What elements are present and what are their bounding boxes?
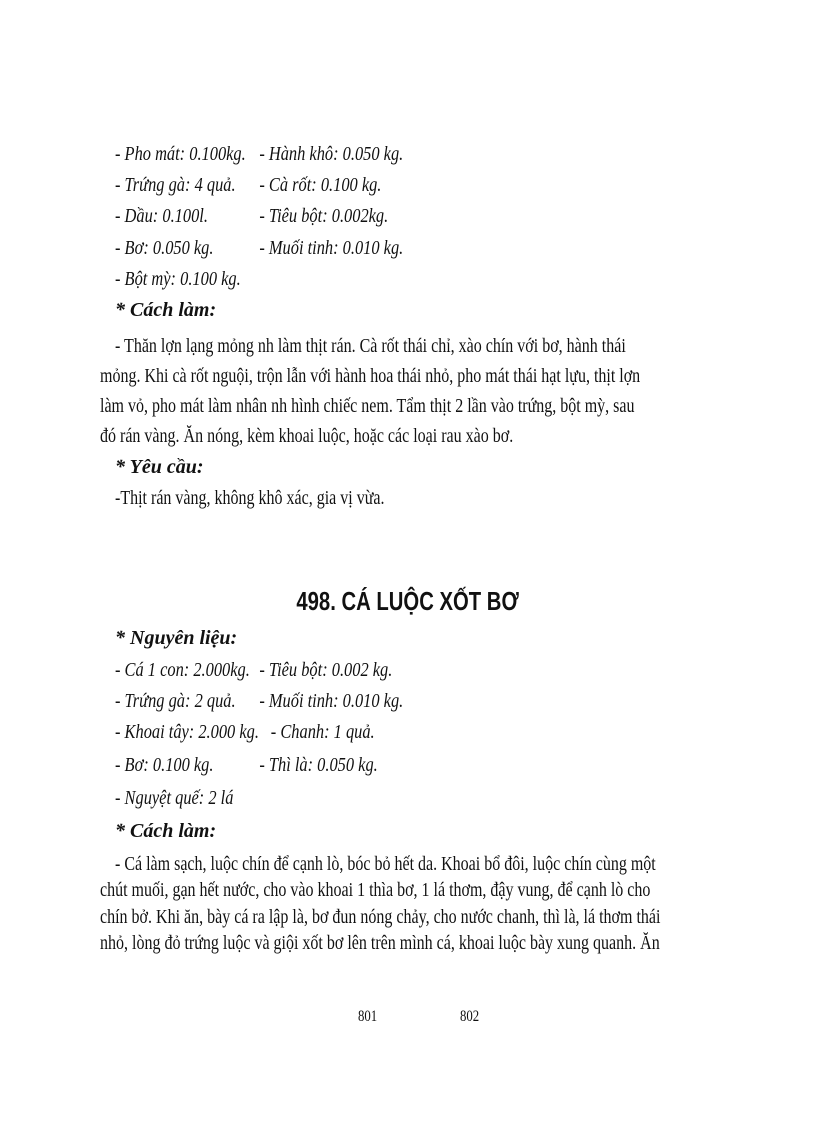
ingredient-left: - Bột mỳ: 0.100 kg. [115, 268, 241, 290]
ingredients-heading: * Nguyên liệu: [115, 627, 238, 649]
recipe-title [0, 586, 816, 616]
ingredient-left: - Bơ: 0.100 kg. [115, 754, 214, 776]
ingredient-row [115, 786, 233, 810]
ingredient-row [115, 689, 404, 713]
ingredient-left: - Dầu: 0.100l. [115, 205, 208, 227]
method-heading: * Cách làm: [115, 299, 217, 321]
requirement-heading: * Yêu cầu: [115, 456, 204, 478]
paragraph-line: mỏng. Khi cà rốt nguội, trộn lẫn với hành hoa thái nhỏ, pho mát thái hạt lựu, thịt lợn [100, 365, 641, 387]
ingredient-row [115, 204, 389, 228]
ingredient-right: - Hành khô: 0.050 kg. [259, 143, 404, 165]
ingredient-left: - Nguyệt quế: 2 lá [115, 787, 234, 809]
ingredient-left: - Khoai tây: 2.000 kg. [115, 721, 259, 743]
page-number-right: 802 [460, 1008, 480, 1025]
ingredient-right: - Chanh: 1 quả. [270, 721, 375, 743]
ingredient-right: - Thì là: 0.050 kg. [259, 754, 378, 776]
ingredient-right: - Muối tinh: 0.010 kg. [259, 690, 404, 712]
ingredient-right: - Tiêu bột: 0.002 kg. [259, 659, 393, 681]
page-number-left: 801 [358, 1008, 378, 1025]
ingredient-left: - Trứng gà: 4 quả. [115, 174, 236, 196]
ingredient-left: - Bơ: 0.050 kg. [115, 237, 214, 259]
ingredient-row [115, 753, 378, 777]
requirement-text: -Thịt rán vàng, không khô xác, gia vị vừa. [115, 487, 385, 509]
ingredient-row [115, 173, 382, 197]
paragraph-line: đó rán vàng. Ăn nóng, kèm khoai luộc, hoặc các loại rau xào bơ. [100, 425, 514, 447]
recipe-title-text: 498. CÁ LUỘC XỐT BƠ [296, 586, 520, 616]
paragraph-line: - Cá làm sạch, luộc chín để cạnh lò, bóc bỏ hết da. Khoai bổ đôi, luộc chín cùng một [115, 853, 656, 875]
ingredient-right: - Cà rốt: 0.100 kg. [259, 174, 382, 196]
ingredient-right: - Muối tinh: 0.010 kg. [259, 237, 404, 259]
ingredient-left: - Cá 1 con: 2.000kg. [115, 659, 250, 681]
paragraph-line: làm vỏ, pho mát làm nhân nh hình chiếc nem. Tẩm thịt 2 lần vào trứng, bột mỳ, sau [100, 395, 635, 417]
method-heading: * Cách làm: [115, 820, 217, 842]
ingredient-left: - Pho mát: 0.100kg. [115, 143, 246, 165]
ingredient-row [115, 720, 375, 744]
ingredient-left: - Trứng gà: 2 quả. [115, 690, 236, 712]
ingredient-row [115, 142, 404, 166]
paragraph-line: - Thăn lợn lạng mỏng nh làm thịt rán. Cà rốt thái chỉ, xào chín với bơ, hành thái [115, 335, 626, 357]
ingredient-row [115, 267, 241, 291]
ingredient-row [115, 658, 393, 682]
paragraph-line: chút muối, gạn hết nước, cho vào khoai 1 thìa bơ, 1 lá thơm, đậy vung, để cạnh lò cho [100, 879, 651, 901]
ingredient-row [115, 236, 404, 260]
ingredient-right: - Tiêu bột: 0.002kg. [259, 205, 389, 227]
paragraph-line: chín bở. Khi ăn, bày cá ra lập là, bơ đun nóng chảy, cho nước chanh, thì là, lá thơm thái [100, 906, 661, 928]
paragraph-line: nhỏ, lòng đỏ trứng luộc và giội xốt bơ lên trên mình cá, khoai luộc bày xung quanh. Ăn [100, 932, 660, 954]
